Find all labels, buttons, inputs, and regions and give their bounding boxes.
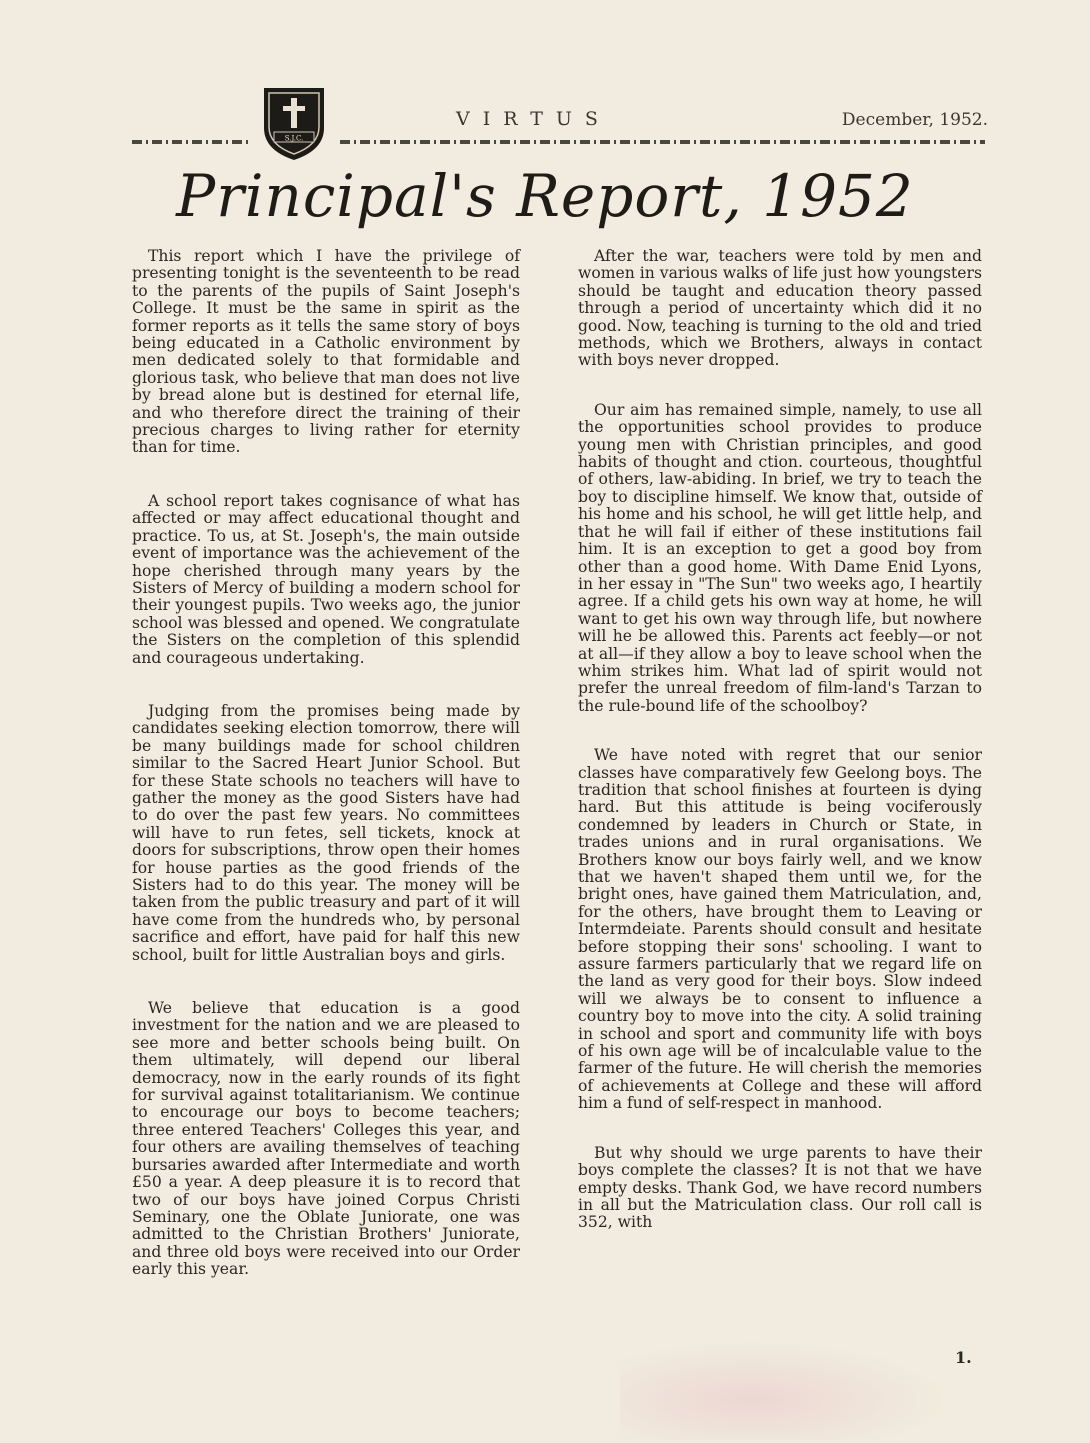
header-rule-right — [340, 140, 985, 144]
paragraph: Judging from the promises being made by candidates seeking election tomorrow, there will be many buildings made for school children similar to the Sacred Heart Junior School. But for these State schools no teachers will have to gather the money as the good Sisters have had to do over the past few years. No committees will have to run fetes, sell tickets, knock at doors for subscriptions, throw open their homes for house parties as the good friends of the Sisters had to do this year. The money will be taken from the public treasury and part of it will have come from the hundreds who, by personal sacrifice and effort, have paid for half this new school, built for little Australian boys and girls. — [132, 701, 520, 964]
crest-initials: S.J.C. — [284, 134, 304, 143]
masthead: VIRTUS — [456, 108, 611, 130]
college-crest-icon — [258, 84, 330, 162]
page-number: 1. — [955, 1348, 972, 1367]
paragraph: We have noted with regret that our senior classes have comparatively few Geelong boys. The tradition that school finishes at fourteen is dying hard. But this attitude is being vociferously condemned by leaders in Church or State, in trades unions and in rural organisations. We Brothers know our boys fairly well, and we know that we haven't shaped them until we, for the bright ones, have gained them Matriculation, and, for the others, have brought them to Leaving or Intermdeiate. Parents should consult and hesitate before stopping their sons' schooling. I want to assure farmers particularly that we regard life on the land as very good for their boys. Slow indeed will we always be to consent to influence a country boy to move into the city. A solid training in school and sport and community life with boys of his own age will be of incalculable value to the farmer of the future. He will cherish the memories of achievements at College and these will afford him a fund of self-respect in manhood. — [578, 746, 982, 1113]
paragraph: A school report takes cognisance of what has affected or may affect educational thought and practice. To us, at St. Joseph's, the main outside event of importance was the achievement of the hope cherished through many years by the Sisters of Mercy of building a modern school for their youngest pupils. Two weeks ago, the junior school was blessed and opened. We congratulate the Sisters on the completion of this splendid and courageous undertaking. — [132, 491, 520, 667]
paragraph: This report which I have the privilege of presenting tonight is the seventeenth to be read to the parents of the pupils of Saint Joseph's College. It must be the same in spirit as the former reports as it tells the same story of boys being educated in a Catholic environment by men dedicated solely to that formidable and glorious task, who believe that man does not live by bread alone but is destined for eternal life, and who therefore direct the training of their precious charges to living rather for eternity than for time. — [132, 247, 520, 457]
left-column — [132, 248, 520, 1279]
paragraph: After the war, teachers were told by men and women in various walks of life just how youngsters should be taught and education theory passed through a period of uncertainty which did it no good. Now, teaching is turning to the old and tried methods, which we Brothers, always in contact with boys never dropped. — [578, 247, 982, 370]
right-column — [578, 248, 982, 1232]
header-rule-left — [132, 140, 252, 144]
paragraph: We believe that education is a good investment for the nation and we are pleased to see more and better schools being built. On them ultimately, will depend our liberal democracy, now in the early rounds of its fight for survival against totalitarianism. We continue to encourage our boys to become teachers; three entered Teachers' Colleges this year, and four others are availing themselves of teaching bursaries awarded after Intermediate and worth £50 a year. A deep pleasure it is to record that two of our boys have joined Corpus Christi Seminary, one the Oblate Juniorate, one was admitted to the Christian Brothers' Juniorate, and three old boys were received into our Order early this year. — [132, 999, 520, 1279]
paragraph: But why should we urge parents to have their boys complete the classes? It is not that we have empty desks. Thank God, we have record numbers in all but the Matriculation class. Our roll call is 352, with — [578, 1143, 982, 1232]
page-title: Principal's Report, 1952 — [176, 162, 914, 230]
paper-stain — [620, 1340, 950, 1440]
paragraph: Our aim has remained simple, namely, to use all the opportunities school provides to produce young men with Christian principles, and good habits of thought and ction. courteous, thoughtful of others, law-abiding. In brief, we try to teach the boy to discipline himself. We know that, outside of his home and his school, he will get little help, and that he will fail if either of these institutions fail him. It is an exception to get a good boy from other than a good home. With Dame Enid Lyons, in her essay in "The Sun" two weeks ago, I heartily agree. If a child gets his own way at home, he will want to get his own way through life, but nowhere will he be allowed this. Parents act feebly—or not at all—if they allow a boy to leave school when the whim strikes him. What lad of spirit would not prefer the unreal freedom of film-land's Tarzan to the rule-bound life of the schoolboy? — [578, 400, 982, 715]
issue-date: December, 1952. — [841, 110, 988, 130]
